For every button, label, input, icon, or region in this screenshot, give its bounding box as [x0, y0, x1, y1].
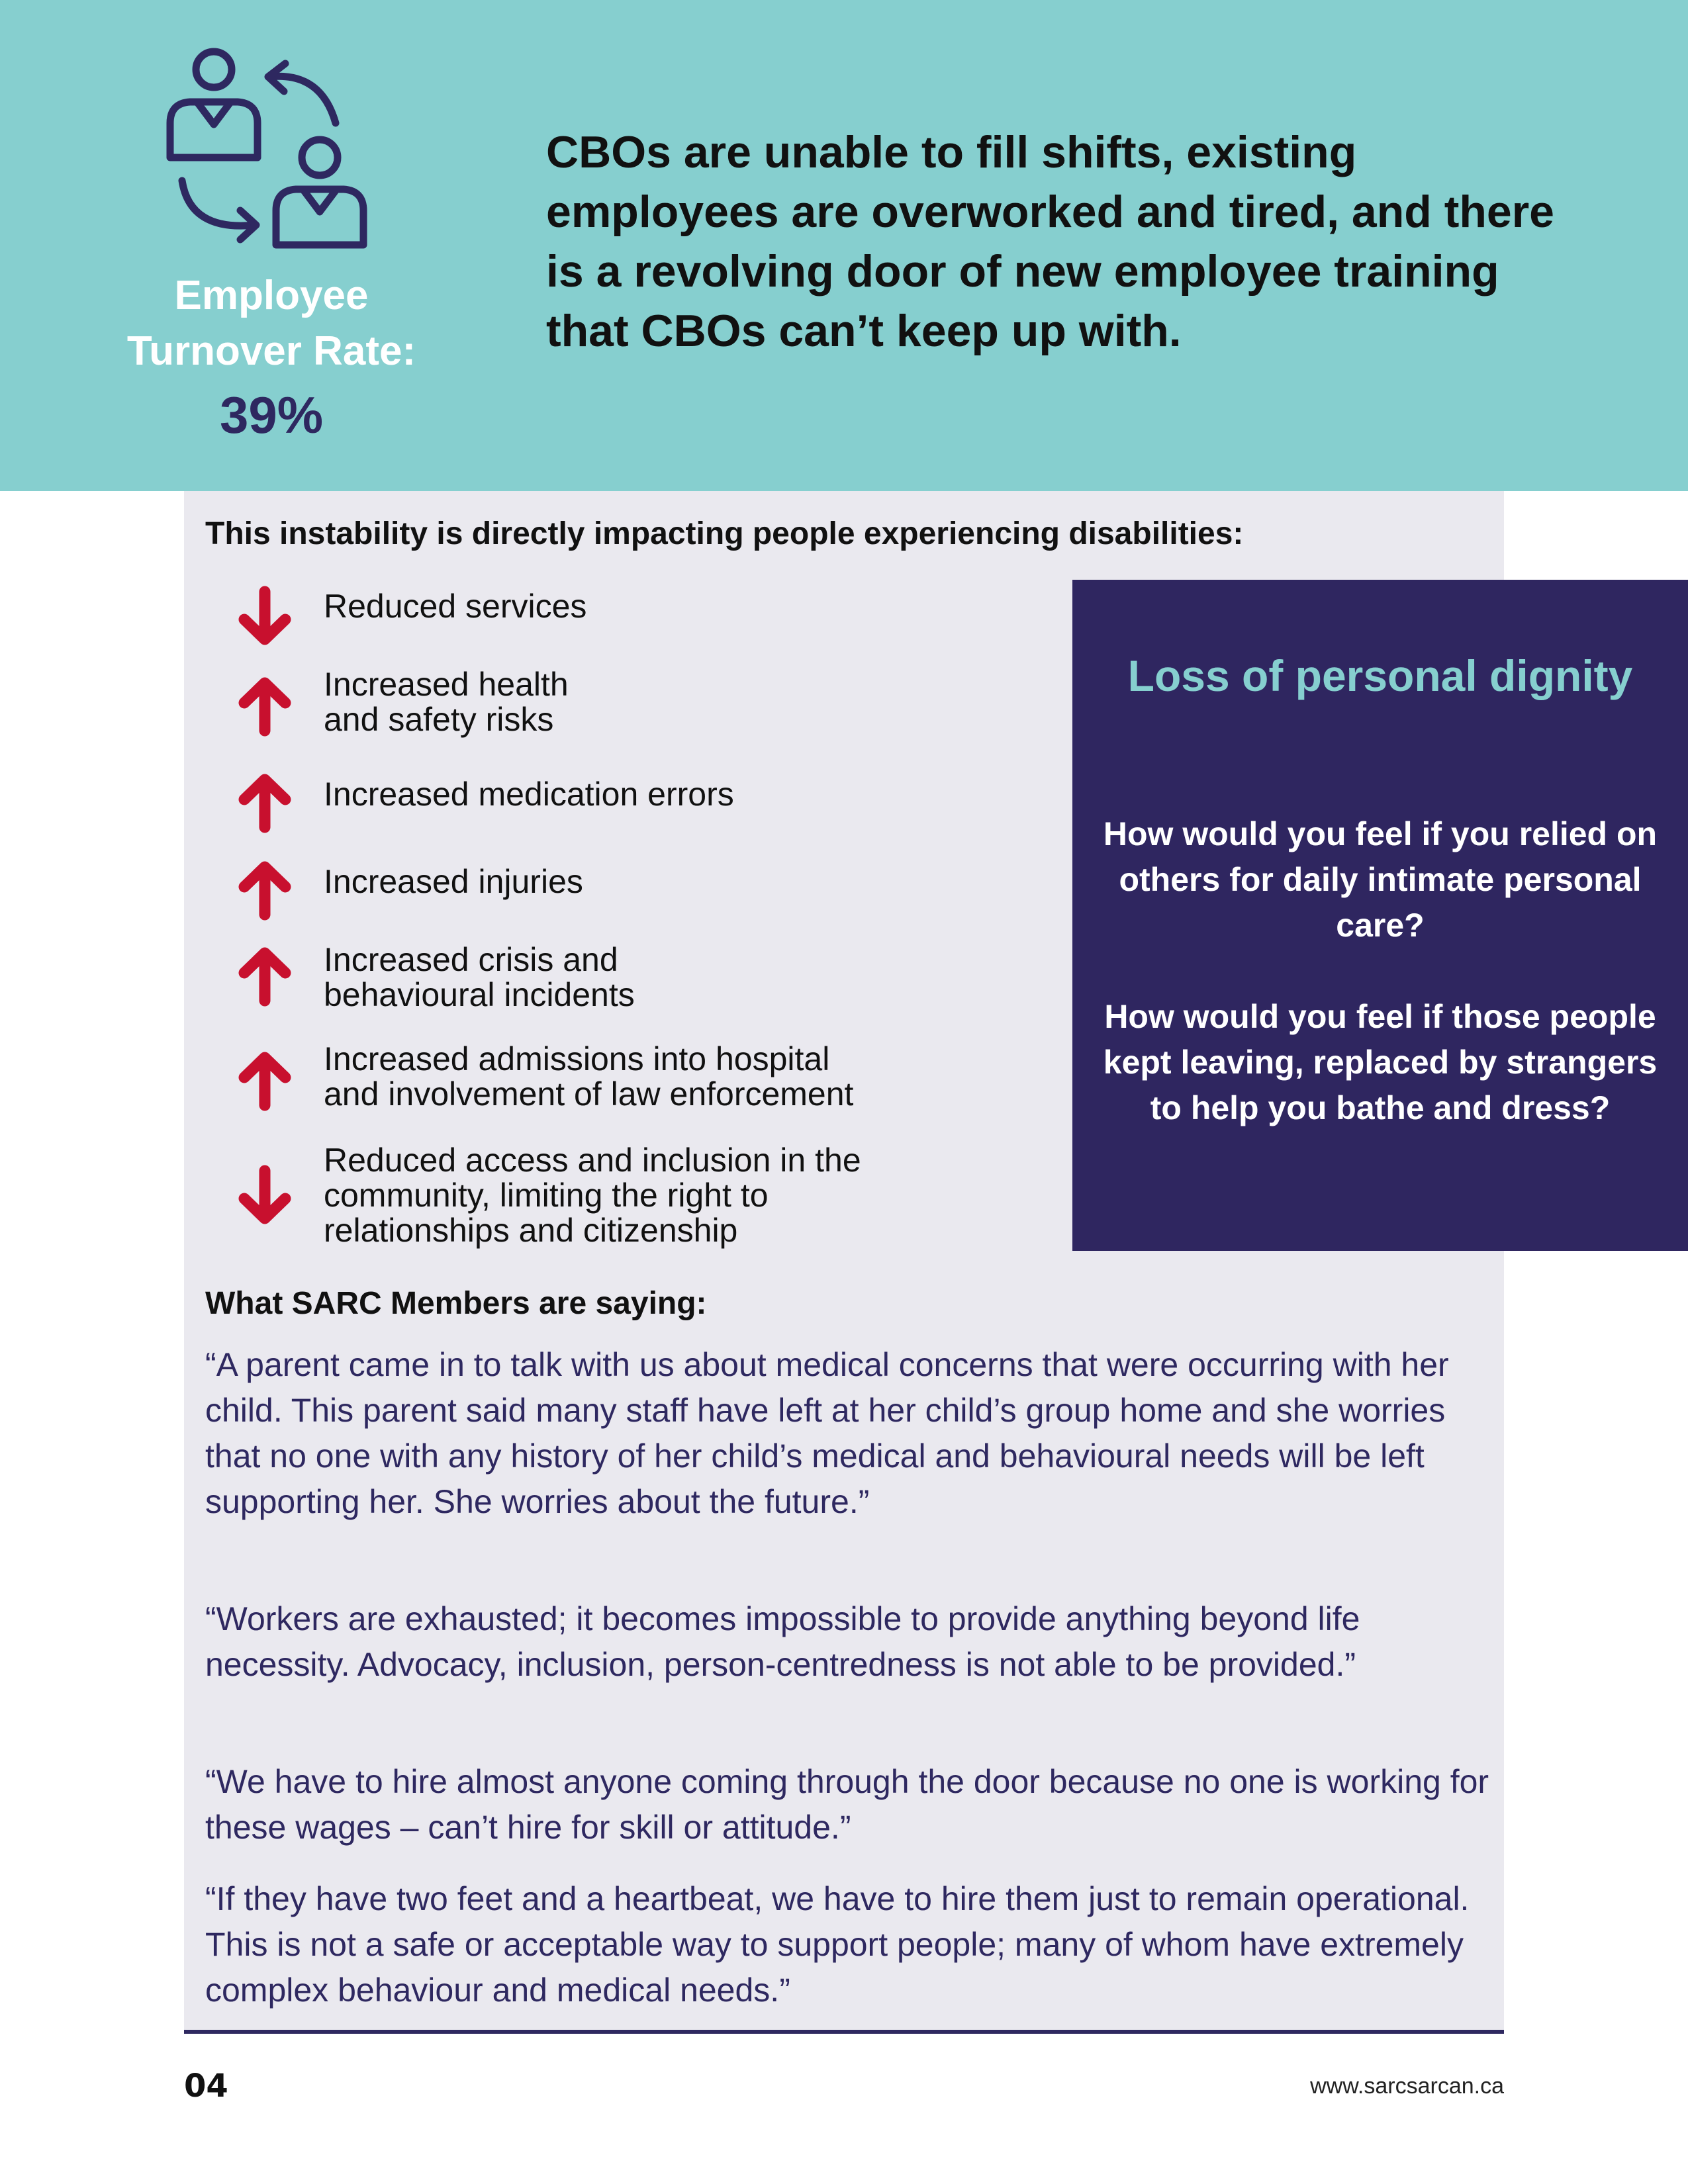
turnover-rate-label: Employee Turnover Rate: — [126, 273, 416, 374]
page-number: 04 — [184, 2068, 228, 2105]
member-quote: “Workers are exhausted; it becomes impossible to provide anything beyond life necessity. Advocacy, inclusion, person-centredness is not able to be provided.” — [205, 1600, 1360, 1683]
member-quote: “If they have two feet and a heartbeat, we have to hire them just to remain operational. This is not a safe or acceptable way to support people; many of whom have extremely complex behaviour and medical needs.” — [205, 1880, 1470, 2009]
footer-url[interactable]: www.sarcsarcan.ca — [1310, 2073, 1504, 2099]
panel-bottom-rule — [184, 2030, 1504, 2034]
arrow-up-icon — [235, 942, 295, 1009]
impact-item-text: Reduced access and inclusion in the community, limiting the right to relationships and citizenship — [324, 1142, 861, 1249]
arrow-up-icon — [235, 856, 295, 923]
members-heading: What SARC Members are saying: — [205, 1286, 707, 1321]
dignity-title: Loss of personal dignity — [1127, 651, 1633, 700]
impact-item-text: Increased admissions into hospital and involvement of law enforcement — [324, 1040, 854, 1113]
impact-heading: This instability is directly impacting people experiencing disabilities: — [205, 516, 1244, 551]
arrow-down-icon — [235, 584, 295, 650]
impact-item-text: Increased medication errors — [324, 776, 734, 813]
arrow-down-icon — [235, 1163, 295, 1229]
arrow-up-icon — [235, 1047, 295, 1113]
member-quote: “We have to hire almost anyone coming through the door because no one is working for these wages – can’t hire for skill or attitude.” — [205, 1763, 1489, 1846]
impact-item-text: Reduced services — [324, 588, 587, 625]
dignity-callout — [1072, 580, 1688, 1251]
hero-statement: CBOs are unable to fill shifts, existing employees are overworked and tired, and there is a revolving door of new employee training that CBOs can’t keep up with. — [546, 127, 1554, 356]
hero-banner — [0, 0, 1688, 491]
arrow-up-icon — [235, 769, 295, 835]
arrow-up-icon — [235, 672, 295, 739]
impact-item-text: Increased injuries — [324, 863, 583, 900]
dignity-question: How would you feel if you relied on others for daily intimate personal care? — [1103, 815, 1658, 944]
turnover-rate-value: 39% — [219, 386, 324, 444]
member-quote: “A parent came in to talk with us about medical concerns that were occurring with her child. This parent said many staff have left at her child’s group home and she worries that no one with any history of her child’s medical and behavioural needs will be left supporting her. She worries about the future.” — [205, 1346, 1449, 1520]
employee-turnover-icon — [162, 45, 381, 250]
dignity-question: How would you feel if those people kept leaving, replaced by strangers to help you bathe and dress? — [1103, 998, 1658, 1126]
impact-item-text: Increased health and safety risks — [324, 666, 569, 738]
impact-item-text: Increased crisis and behavioural incidents — [324, 941, 635, 1013]
